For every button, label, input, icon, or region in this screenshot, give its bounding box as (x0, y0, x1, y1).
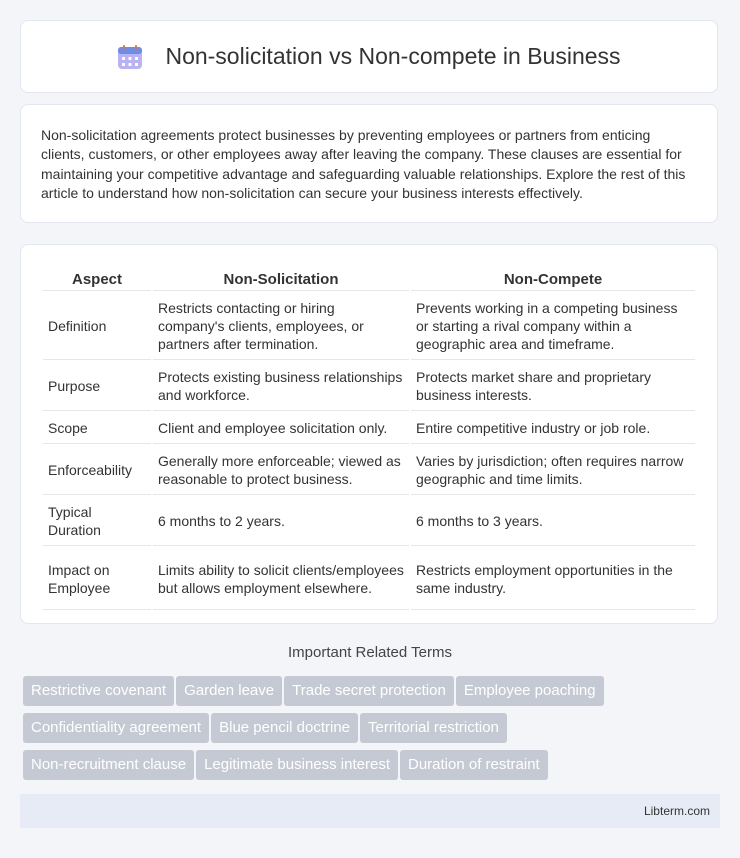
table-row (43, 548, 695, 610)
tag-employee-poaching[interactable]: Employee poaching (456, 676, 604, 706)
cell-aspect: Enforceability (43, 446, 151, 495)
tag-confidentiality-agreement[interactable]: Confidentiality agreement (23, 713, 209, 743)
title-card (20, 20, 718, 93)
table-row (43, 446, 695, 495)
cell-non-compete: Restricts employment opportunities in the same industry. (411, 548, 695, 610)
cell-aspect: Impact on Employee (43, 548, 151, 610)
cell-non-compete: 6 months to 3 years. (411, 497, 695, 546)
comparison-card (20, 244, 718, 624)
cell-non-compete: Prevents working in a competing business or starting a rival company within a geographic area and timeframe. (411, 293, 695, 360)
tag-restrictive-covenant[interactable]: Restrictive covenant (23, 676, 174, 706)
cell-non-solicitation: 6 months to 2 years. (153, 497, 409, 546)
page-title: Non-solicitation vs Non-compete in Business (165, 43, 621, 69)
header-non-compete: Non-Compete (411, 267, 695, 291)
tag-duration-of-restraint[interactable]: Duration of restraint (400, 750, 548, 780)
cell-aspect: Purpose (43, 362, 151, 411)
cell-non-solicitation: Restricts contacting or hiring company's clients, employees, or partners after termination. (153, 293, 409, 360)
header-non-solicitation: Non-Solicitation (153, 267, 409, 291)
cell-non-compete: Varies by jurisdiction; often requires narrow geographic and time limits. (411, 446, 695, 495)
table-row (43, 293, 695, 360)
tag-non-recruitment-clause[interactable]: Non-recruitment clause (23, 750, 194, 780)
cell-non-solicitation: Generally more enforceable; viewed as reasonable to protect business. (153, 446, 409, 495)
tag-garden-leave[interactable]: Garden leave (176, 676, 282, 706)
table-row (43, 413, 695, 444)
header-aspect: Aspect (43, 267, 151, 291)
cell-non-solicitation: Protects existing business relationships and workforce. (153, 362, 409, 411)
comparison-table (41, 265, 697, 612)
related-terms-list (23, 676, 723, 787)
cell-non-compete: Entire competitive industry or job role. (411, 413, 695, 444)
footer-brand-link[interactable]: Libterm.com (643, 804, 710, 818)
table-header-row (43, 267, 695, 291)
tag-blue-pencil-doctrine[interactable]: Blue pencil doctrine (211, 713, 358, 743)
cell-aspect: Definition (43, 293, 151, 360)
calendar-icon (117, 44, 143, 70)
intro-text: Non-solicitation agreements protect businesses by preventing employees or partners from enticing clients, customers, or other employees away after leaving the company. These clauses are essential for maintaining your competitive advantage and safeguarding valuable relationships. Explore the rest of this article to understand how non-solicitation can secure your business interests effectively. (41, 127, 686, 201)
tag-trade-secret-protection[interactable]: Trade secret protection (284, 676, 454, 706)
tag-territorial-restriction[interactable]: Territorial restriction (360, 713, 507, 743)
table-row (43, 362, 695, 411)
table-row (43, 497, 695, 546)
tag-legitimate-business-interest[interactable]: Legitimate business interest (196, 750, 398, 780)
intro-card (20, 104, 718, 223)
cell-aspect: Scope (43, 413, 151, 444)
cell-non-solicitation: Limits ability to solicit clients/employees but allows employment elsewhere. (153, 548, 409, 610)
cell-non-solicitation: Client and employee solicitation only. (153, 413, 409, 444)
footer (20, 794, 720, 828)
cell-non-compete: Protects market share and proprietary business interests. (411, 362, 695, 411)
cell-aspect: Typical Duration (43, 497, 151, 546)
related-terms-title: Important Related Terms (288, 644, 452, 661)
